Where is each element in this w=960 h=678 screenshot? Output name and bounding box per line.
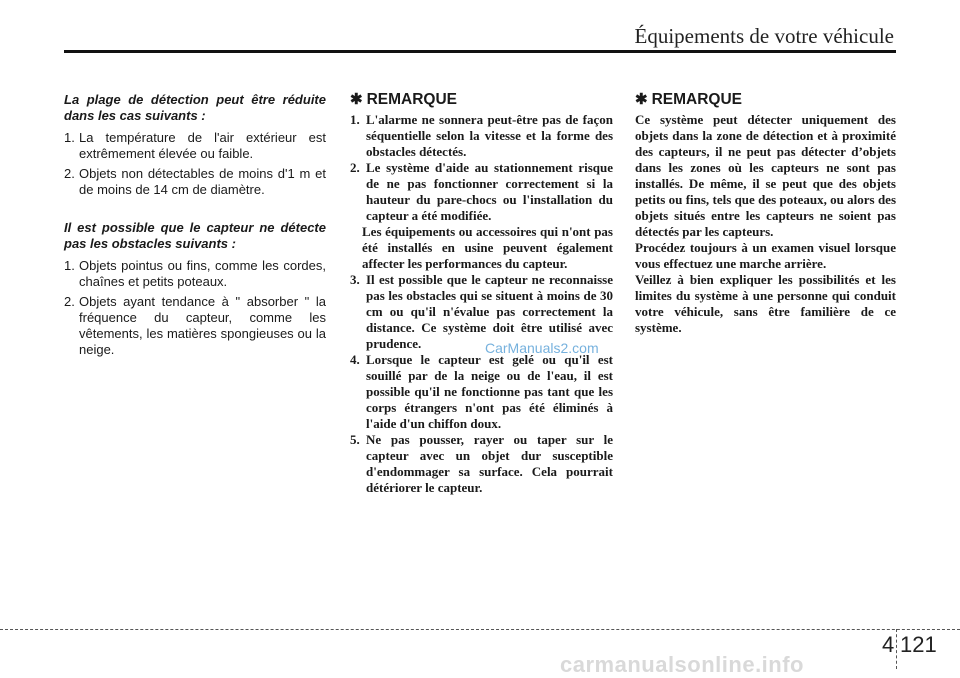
section-heading: La plage de détection peut être réduite dans les cas suivants :	[64, 92, 326, 123]
chapter-number: 4	[882, 632, 895, 657]
list-text: Objets pointus ou fins, comme les cordes, chaînes et petits poteaux.	[79, 258, 326, 289]
section-heading: Il est possible que le capteur ne détecte pas les obstacles suivants :	[64, 220, 326, 251]
remark-paragraph: Procédez toujours à un examen visuel lorsque vous effectuez une marche arrière.	[635, 240, 896, 271]
list-number: 5.	[350, 432, 360, 447]
list-text: Il est possible que le capteur ne reconnaisse pas les obstacles qui se situent à moins de 30 cm ou qu'il n'évalue pas correctement la distance. Ce système doit être utilisé avec prudence.	[366, 272, 613, 351]
list-text: L'alarme ne sonnera peut-être pas de façon séquentielle selon la vitesse et la forme des obstacles détectés.	[366, 112, 613, 159]
column-middle	[350, 92, 613, 496]
page-number: 121	[900, 632, 937, 657]
footer-divider	[896, 629, 897, 669]
list-item	[64, 166, 326, 198]
list-number: 2.	[64, 294, 75, 309]
list-text: Le système d'aide au stationnement risque de ne pas fonctionner correctement si la hauteur du pare-chocs ou l'installation du capteur a été modifiée.	[366, 160, 613, 223]
remark-heading	[350, 92, 613, 108]
list-item	[64, 130, 326, 162]
list-item	[350, 432, 613, 496]
list-number: 1.	[64, 258, 75, 273]
remark-paragraph: Veillez à bien expliquer les possibilités et les limites du système à une personne qui conduit votre véhicule, sans être familière de ce système.	[635, 272, 896, 335]
list-number: 1.	[64, 130, 75, 145]
list-item	[64, 294, 326, 358]
column-right	[635, 92, 896, 336]
remark-paragraph: Ce système peut détecter uniquement des objets dans la zone de détection et à proximité des capteurs, il ne peut pas détecter d’objets dans les zones où les capteurs ne sont pas installés. De même, il se peut que des objets petits ou fins, tels que des poteaux, ou alors des objets situés entre les capteurs ne soient pas détectés par les capteurs.	[635, 112, 896, 239]
list-item	[64, 258, 326, 290]
column-left	[64, 92, 326, 368]
list-number: 2.	[350, 160, 360, 175]
list-number: 1.	[350, 112, 360, 127]
list-number: 2.	[64, 166, 75, 181]
remark-list-continued	[350, 272, 613, 496]
list-item	[350, 160, 613, 224]
list-undetected-obstacles	[64, 258, 326, 358]
asterisk-icon: ✱	[350, 91, 363, 108]
list-text: Ne pas pousser, rayer ou taper sur le capteur avec un objet dur susceptible d'endommager sa surface. Cela pourrait détériorer le capteur.	[366, 432, 613, 495]
remark-list	[350, 112, 613, 224]
list-text: Objets non détectables de moins d'1 m et de moins de 14 cm de diamètre.	[79, 166, 326, 197]
site-watermark: carmanualsonline.info	[560, 652, 804, 677]
page-header-title: Équipements de votre véhicule	[634, 24, 894, 48]
list-number: 4.	[350, 352, 360, 367]
remark-title: REMARQUE	[651, 91, 742, 108]
remark-paragraph: Les équipements ou accessoires qui n'ont pas été installés en usine peuvent également affecter les performances du capteur.	[362, 224, 613, 271]
list-text: Objets ayant tendance à " absorber " la fréquence du capteur, comme les vêtements, les matières spongieuses ou la neige.	[79, 294, 326, 357]
list-number: 3.	[350, 272, 360, 287]
asterisk-icon: ✱	[635, 91, 648, 108]
list-text: La température de l'air extérieur est extrêmement élevée ou faible.	[79, 130, 326, 161]
list-item	[350, 112, 613, 160]
footer-rule	[0, 629, 960, 630]
list-text: Lorsque le capteur est gelé ou qu'il est souillé par de la neige ou de l'eau, il est possible qu'il ne fonctionne pas tant que les corps étrangers n'ont pas été éliminés à l'aide d'un chiffon doux.	[366, 352, 613, 431]
watermark-text: CarManuals2.com	[485, 340, 599, 356]
list-reduced-range	[64, 130, 326, 198]
remark-heading	[635, 92, 896, 108]
list-item	[350, 352, 613, 432]
header-rule	[64, 50, 896, 53]
remark-title: REMARQUE	[366, 91, 457, 108]
